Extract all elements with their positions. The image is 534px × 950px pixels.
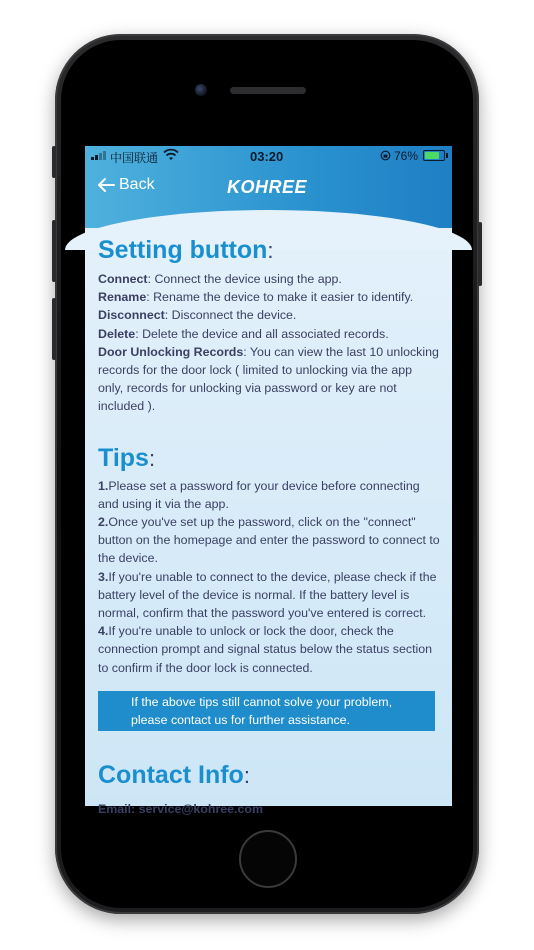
battery-tip [446,153,448,158]
setting-section-title: Setting button: [98,236,274,264]
signal-icon [91,151,106,160]
rotation-lock-icon [380,150,391,161]
assistance-banner [98,691,435,731]
status-bar [85,146,452,166]
setting-item: Connect: Connect the device using the app. [98,272,342,286]
earpiece-speaker [230,87,306,94]
contact-email[interactable]: Email: service@kohree.com [98,801,263,816]
home-button[interactable] [239,830,297,888]
contact-section-title: Contact Info: [98,760,250,789]
back-button[interactable] [97,176,155,194]
back-label: Back [119,176,155,193]
power-button [478,222,482,286]
brand-logo: KOHREE [227,177,308,197]
battery-icon [423,150,445,161]
tips-list [98,477,440,677]
setting-item: Delete: Delete the device and all associated records. [98,326,389,341]
tip-item: 2.Once you've set up the password, click on the "connect" button on the homepage and enter the password to connect to the device. [98,515,440,566]
banner-line-1: If the above tips still cannot solve your problem, [131,694,393,709]
arrow-left-icon [97,177,115,193]
setting-item: Door Unlocking Records: You can view the last 10 unlocking records for the door lock ( limited to unlocking via the app only, records for unlocking via password or key are not included ). [98,344,439,414]
front-camera [195,84,207,96]
banner-line-2: please contact us for further assistance. [131,712,351,727]
setting-list [98,270,440,416]
tip-item: 4.If you're unable to unlock or lock the door, check the connection prompt and signal status below the status section to confirm if the door lock is connected. [98,624,433,675]
battery-percentage: 76% [394,149,419,163]
setting-item: Rename: Rename the device to make it easier to identify. [98,290,414,305]
app-header [85,146,452,228]
tip-item: 3.If you're unable to connect to the device, please check if the battery level of the device is normal. If the battery level is normal, confirm that the password you've entered is correct. [98,569,437,621]
volume-down-button [52,298,56,360]
tip-item: 1.Please set a password for your device before connecting and using it via the app. [98,478,420,511]
wifi-icon [163,148,179,162]
carrier-name: 中国联通 [110,151,159,165]
tips-section-title: Tips: [98,443,156,472]
setting-item: Disconnect: Disconnect the device. [98,308,297,323]
volume-up-button [52,220,56,282]
help-content [85,234,452,816]
app-screen [85,146,452,816]
clock: 03:20 [250,149,284,164]
silent-switch [52,146,56,178]
